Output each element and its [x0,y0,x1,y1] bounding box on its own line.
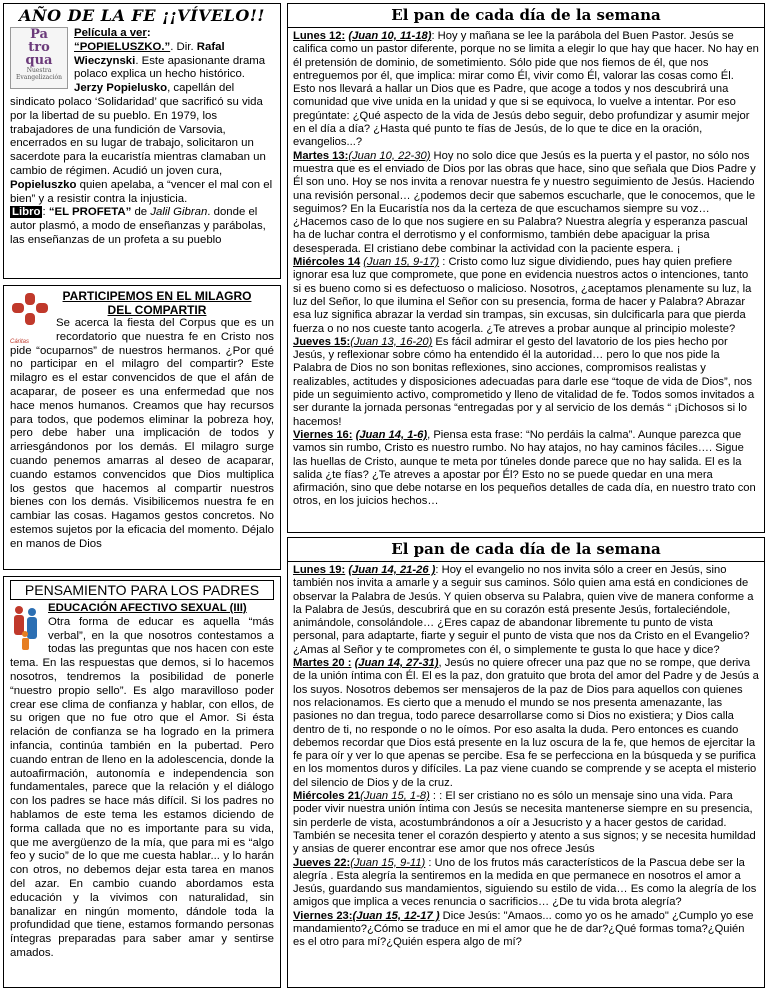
day-text: : Hoy el evangelio no nos invita sólo a creer en Jesús, sino también nos invita a amarle y a seguir sus caminos. Sólo quien ama está en condiciones de observar la Palabra de Jesús. Y quien observa su Palabra, quien vive de manera conforme a la Palabra de Jesús, descubrirá que en su corazón está presente Jesús, fortaleciéndole, animándole, consolándole… ¿Eres capaz de abandonar libremente tu punto de vista personal, para adaptarte, fiarte y seguir el punto de vista que nos da Cristo en el Evangelio? ¿Amas al Señor y te comprometes con él, o simplemente te gusta lo que hace y dice? [293,564,754,656]
padres-text: Otra forma de educar es aquella “más verbal”, en la que nosotros contestamos a todas las preguntas que nos hacen con este tema. En las respuestas que demos, si lo hacemos nosotros, tendremos la posibilidad de ponerle “nuestro propio sello”. Es algo maravilloso poder crear ese clima de confianza y hablar, con ellos, de su origen que no fue otro que el Amor. Si ésta relación de confianza se ha logrado en la primera infancia, continúa también en la pubertad. Pero cuando entran de lleno en la adolescencia, donde la autoafirmación, autonomía e independencia son fundamentales, parece que la relación y el diálogo con los padres se hace más difícil. Si los padres no hablamos de este tema les estamos diciendo de forma callada que no es importante para su vida, que me avergüenzo de la mía, que para mi es “algo feo y sucio” de lo que me cuesta hablar... y lo harán con otros, no debemos dejar esta tarea en manos del azar. En cambio cuando abordamos esta educación y la vivimos con naturalidad, sin banalizar en ningún momento, dándole toda la profundidad que tiene, estamos formando personas íntegras preparadas para saber amar y sentirse amados. [10,615,274,959]
day-label: Miércoles 14 [293,256,361,269]
day-miercoles-14 [293,256,759,336]
day-jueves-15 [293,336,759,429]
libro-label: Libro [12,206,41,219]
pelicula-text-2: , capellán del sindicato polaco ‘Solidaridad’ que sacrificó su vida por la libertad de su pueblo. En 1979, los trabajadores de una fundición de Varsovia, encerrados en su lugar de trabajo, solicitaron un sacerdote para la eucaristía mientras clamaban un cambio de régimen. Acudió un joven cura, [10,82,266,177]
day-miercoles-21 [293,790,759,856]
ano-fe-box [3,3,281,279]
day-label: Lunes 12: [293,30,346,42]
day-label: Jueves 22: [293,856,351,869]
gospel-ref: (Juan 14, 1-6) [355,428,428,441]
week2-title: El pan de cada día de la semana [288,538,764,562]
day-label: Viernes 16: [293,428,353,441]
pelicula-title: “POPIELUSZKO.” [74,40,171,53]
gospel-ref: (Juan 10, 22-30) [348,149,431,162]
pelicula-label: Película a ver [74,27,147,39]
gospel-ref: (Juan 15, 9-17) [363,256,440,269]
popieluszko-name: Popieluszko [10,178,77,191]
caritas-cross-icon [10,291,50,331]
ano-fe-title: AÑO DE LA FE ¡¡VÍVELO!! [19,6,265,25]
gospel-ref: (Juan 10, 11-18) [348,30,432,42]
pelicula-dir-pre: . Dir. [170,40,197,53]
day-text: , Jesús no quiere ofrecer una paz que no se rompe, que deriva de la unión íntima con Él. El es la paz, don gratuito que brota del amor del Padre y de Jesús a los suyos. Nosotros debemos ser mensajeros de la paz de Dios para aquellos con quienes nos relacionamos. Es cierto que a menudo el mundo se nos presenta amenazante, las pasiones no dan tregua, todo parece desarrollarse como si Dios no existiera; y Dios calla dentro de ti, no responde o no le oímos. Por eso asalta la duda. Pero entonces es cuando debemos recordar que Dios está presente en la luz oscura de la fe, que hemos de ejercitar la fe para oír y ver lo que apenas se percibe. Esa fe se perfecciona en la búsqueda y se purifica en los momentos duros y difíciles. La paz viene cuando se comprende y se acepta el misterio del silencio de Dios y de la cruz. [293,657,759,789]
gospel-ref: (Juan 15, 9-11) [350,856,426,869]
padres-box [3,576,281,988]
gospel-ref: (Juan 13, 16-20) [350,335,433,348]
day-label: Jueves 15: [293,335,351,348]
padres-subtitle: EDUCACIÓN AFECTIVO SEXUAL (III) [48,602,247,614]
libro-title: “EL PROFETA” [48,206,132,219]
pelicula-paragraph: Película a ver: “POPIELUSZKO.”. Dir. Rafal Wieczynski. Este apasionante drama polaco explica un hecho histórico. Jerzy Popielusko, capellán del sindicato polaco ‘Solidaridad’ que sacrificó su vida por la libertad de su pueblo. En 1979, los trabajadores de una fundición de Varsovia, encerrados en su lugar de trabajo, solicitaron un sacerdote para la eucaristía mientras clamaban un cambio de régimen. Acudió un joven cura, Popieluszko quien apelaba, a “vencer el mal con el bien” y a resistir contra la injusticia. [10,27,273,205]
week2-body [288,562,764,950]
day-label: Viernes 23: [293,909,353,922]
gospel-ref: (Juan 14, 21-26 ) [348,564,436,576]
day-text: : Hoy y mañana se lee la parábola del Buen Pastor. Jesús se califica como un pastor diferente, porque no se limita a elegir lo que hay que hacer. No hay en él pretensión de dominio, de sometimiento. Sólo pide que nos fiemos de él, que nos entreguemos por él, que implica: mirar como Él, vivir como Él, valorar las cosas como Él. Esto nos llevará a hallar un Dios que es Padre, que acoge a todos y nos descubrirá una comunidad que vive unida en la unidad y que si se equivoca, lo vuelve a intentar. Por eso pregúntate: ¿Qué aspecto de la vida de Jesús debo seguir, debo profundizar y asumir mejor en el día a día? ¿Hasta qué punto te fías de Jesús, de lo que te dice en la oración, evangelios...? [293,30,759,149]
milagro-text: Se acerca la fiesta del Corpus que es un recordatorio que nuestra fe en Cristo nos pide “ocuparnos” de nuestros hermanos. ¿Por qué no participar en el milagro del compartir? Este milagro es el estar convencidos de que el afán de acaparar, de poseer es una enfermedad que nos hace menos humanos. Creamos que hay recursos para todos, que podemos eliminar la pobreza hoy, pero debe haber una implicación de todos y arriesgándonos por los demás. El milagro surge cuando penemos amarras al deseo de acaparar, cuando estamos convencidos que Dios multiplica los gestos que hacemos al compartir nuestros bienes con los demás. Visibilicemos nuestra fe en cambiar las cosas. Hagamos gestos concretos. No estemos sujetos por la eficacia del momento. Déjalo en manos de Dios [10,317,274,550]
padres-title: PENSAMIENTO PARA LOS PADRES [10,580,274,600]
pelicula-text-1: . Este apasionante drama polaco explica un hecho histórico. [74,54,266,81]
day-text: Hoy no solo dice que Jesús es la puerta y el pastor, no sólo nos muestra que es el enviado de Dios por las obras que hace, sino que señala que Dios Padre y Él son uno. Hoy se nos invita a renovar nuestra fe y nuestro seguimiento de Jesús. Haciendo una revisión personal… ¿podemos decir que sabemos escucharle, que le conocemos, que le seguimos? En la Eucaristía nos da la certeza de que escuchamos siempre su voz… ¿Hacemos caso de lo que nos sugiere en su Palabra? Nuestra alegría y esperanza pascual ha de luchar contra el derrotismo y el conformismo, también debe apaciguar la prisa desesperada. El cristiano debe combinar la actividad con la paciente espera. ¡ [293,149,756,255]
day-lunes-12 [293,30,759,150]
gospel-ref: (Juan 14, 27-31) [354,657,439,670]
day-label: Martes 13: [293,149,349,162]
logo-line-2: tro [28,40,50,55]
day-label: Miércoles 21 [293,790,361,803]
pelicula-text-3: quien apelaba, a “vencer el mal con el bien” y a resistir contra la injusticia. [10,178,273,205]
day-text: Es fácil admirar el gesto del lavatorio de los pies hecho por Jesús, y reflexionar sobre cómo ha entendido él la autoridad… pero lo que nos pide la Palabra de Dios no son bonitas reflexiones, sino acciones, compromisos realistas y realizables, actitudes y disposiciones adecuadas para darle ese “toque de vida de Dios”, nos pide un seguimiento activo, comprometido y lleno de vitalidad de fe. Todos somos invitados a ser durante la jornada personas “entregadas por y al servicio de los demás “ ¡Dichosos si lo hacemos! [293,335,755,428]
popielusko-name: Jerzy Popielusko [74,82,168,95]
day-lunes-19 [293,564,759,657]
libro-text: . donde el autor plasmó, a modo de enseñanzas y parábolas, las enseñanzas de un profeta a su pueblo [10,206,266,246]
gospel-ref: (Juan 15, 1-8) [360,790,430,803]
padres-body [10,602,274,961]
day-martes-20 [293,657,759,790]
logo-caption: Nuestra Evangelización [16,67,62,81]
week1-box [287,3,765,533]
milagro-title-1: PARTICIPEMOS EN EL MILAGRO [62,289,252,303]
day-jueves-22 [293,857,759,910]
patroqua-logo [10,27,68,89]
day-text: : Cristo como luz sigue dividiendo, pues hay quien prefiere ignorar esa luz que compromete, que pone en evidencia nuestros actos o intenciones, tanto si es bueno como si es defectuoso o malicioso. Nosotros, ¿aceptamos plenamente su luz, la luz del Señor, lo que ilumina el Señor con su presencia, forma de hacer y Palabra? Abrazar esa luz significa abrazar la verdad sin trampas, sin excusas, sin dulcificarla para que pierda fuerza o no nos cueste tanto acogerla. ¿Te atreves a probar aunque al principio moleste? [293,256,752,335]
week2-box [287,537,765,988]
gospel-ref: (Juan 15, 12-17 ) [352,909,440,922]
libro-author: Jalil Gibran [150,206,208,219]
day-text: Dice Jesús: "Amaos... como yo os he amado" ¿Cumplo yo ese mandamiento?¿Cómo se traduce en mi el amor que he de dar?¿Qué formas toma?¿Quién es el otro para mí?¿Quién espera algo de mí? [293,909,754,949]
day-viernes-23 [293,910,759,950]
libro-de: de [131,206,151,219]
caritas-caption: Cáritas [10,339,30,345]
day-martes-13 [293,150,759,256]
week1-body [288,28,764,509]
day-text: : Uno de los frutos más característicos de la Pascua debe ser la alegría . Esta alegría la sentiremos en la medida en que permanece en nosotros el amor a Jesús, guardando sus mandamientos, siguiendo su estilo de vida… Es como la alegría de los amigos que implica a veces renuncia o sacrificios… ¿De tu vida brota alegría? [293,856,757,909]
ano-fe-body [10,27,274,248]
logo-line-3: qua [25,53,53,68]
week1-title: El pan de cada día de la semana [288,4,764,28]
milagro-body [10,317,274,552]
libro-paragraph: Libro : “EL PROFETA” de Jalil Gibran. donde el autor plasmó, a modo de enseñanzas y parábolas, las enseñanzas de un profeta a su pueblo [10,206,266,246]
day-viernes-16 [293,429,759,509]
day-text: , Piensa esta frase: “No perdáis la calma”. Aunque parezca que vamos sin rumbo, Cristo es nuestro rumbo. No hay atajos, no hay caminos fáciles…. Sigue las huellas de Cristo, aunque te meta por túneles donde parece que no hay salida. El es la salida ¿te fías? ¿Te atreves a apostar por Él? Esto no se puede quedar en una mera afirmación, sino que debe notarse en los pequeños detalles de cada día, en nuestro trato con otros, en los juicios hechos… [293,428,756,508]
milagro-box [3,285,281,570]
day-text: : : El ser cristiano no es sólo un mensaje sino una vida. Para poder vivir nuestra unión íntima con Jesús se necesita mantenerse siempre en su presencia, sin perderle de vista, acostumbrándonos a oír a Jesucristo y a hacer gestos de caridad. También se necesita tener el corazón despierto y atento a sus signos; y se necesita humildad y ansias de querer encontrar ese amor que nos ofrece Jesús [293,790,756,856]
milagro-title-2: DEL COMPARTIR [107,303,207,317]
family-icon [10,604,42,652]
pelicula-director: Rafal Wieczynski [74,40,225,67]
logo-line-1: Pa [30,27,48,42]
day-label: Lunes 19: [293,564,346,576]
day-label: Martes 20 : [293,657,352,670]
